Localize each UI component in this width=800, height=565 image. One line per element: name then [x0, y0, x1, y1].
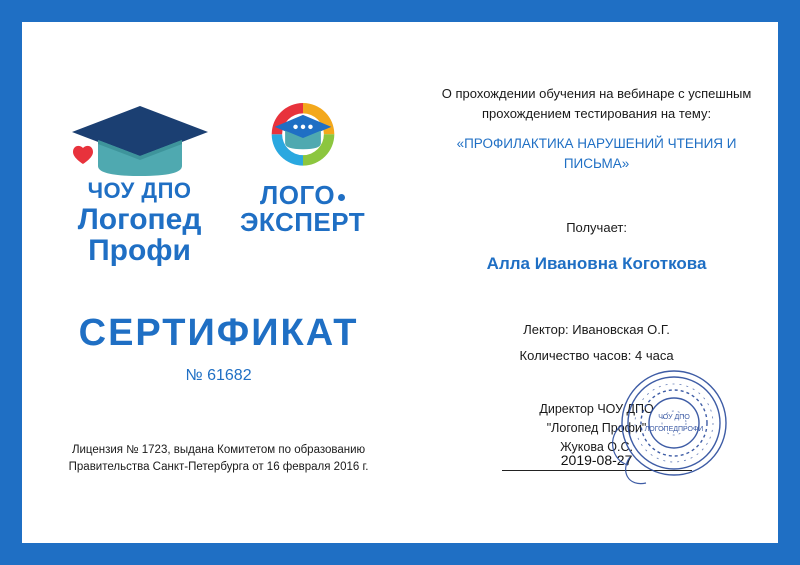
svg-text:ЛОГОПЕДПРОФИ: ЛОГОПЕДПРОФИ: [644, 426, 704, 433]
recipient-name: Алла Ивановна Коготкова: [486, 254, 707, 273]
logo-line-chou-dpo: ЧОУ ДПО: [87, 178, 192, 203]
certificate-title: СЕРТИФИКАТ: [78, 312, 359, 354]
hours-count: Количество часов: 4 часа: [519, 348, 674, 363]
graduation-cap-icon: [65, 100, 215, 182]
signatory-line-2: "Логопед Профи": [546, 420, 647, 435]
license-info: [22, 442, 415, 477]
signatory-line-1: Директор ЧОУ ДПО: [539, 402, 654, 416]
signatory-line-3: Жукова О.С.: [560, 439, 633, 454]
logo-dot-icon: [338, 194, 345, 201]
about-line-1: О прохождении обучения на вебинаре с успешным: [441, 86, 752, 101]
license-line-1: Лицензия № 1723, выдана Комитетом по образованию: [71, 444, 366, 456]
certificate-number: № 61682: [185, 367, 252, 384]
svg-text:ЧОУ ДПО: ЧОУ ДПО: [658, 414, 690, 421]
logo-line-logo: [233, 182, 373, 209]
topic-line-1: «ПРОФИЛАКТИКА НАРУШЕНИЙ ЧТЕНИЯ И: [456, 136, 737, 151]
logo-group: [22, 100, 415, 266]
certificate-left-column: [22, 22, 415, 543]
topic-line-2: ПИСЬМА»: [563, 156, 630, 172]
lecturer-name: Лектор: Ивановская О.Г.: [523, 322, 670, 337]
official-stamp-icon: [602, 365, 742, 495]
logo-logo-expert: [233, 100, 373, 237]
logo-line-logoped: Логопед: [77, 203, 202, 236]
receives-label: Получает:: [566, 220, 627, 235]
license-line-2: Правительства Санкт-Петербурга от 16 февраля 2016 г.: [68, 461, 369, 474]
certificate-right-column: [415, 22, 778, 543]
issue-date: 2019-08-27: [560, 452, 633, 468]
about-text: [415, 84, 778, 123]
logo-line-profi: Профи: [88, 233, 191, 267]
logo-line-logo-text: ЛОГО: [260, 180, 336, 210]
course-topic: [415, 134, 778, 175]
about-line-2: прохождением тестирования на тему:: [482, 105, 712, 121]
logo-logoped-profi: [65, 100, 215, 266]
circular-logo-icon: [243, 100, 363, 182]
certificate-inner-area: [22, 22, 778, 543]
logo-line-expert: ЭКСПЕРТ: [239, 207, 366, 238]
